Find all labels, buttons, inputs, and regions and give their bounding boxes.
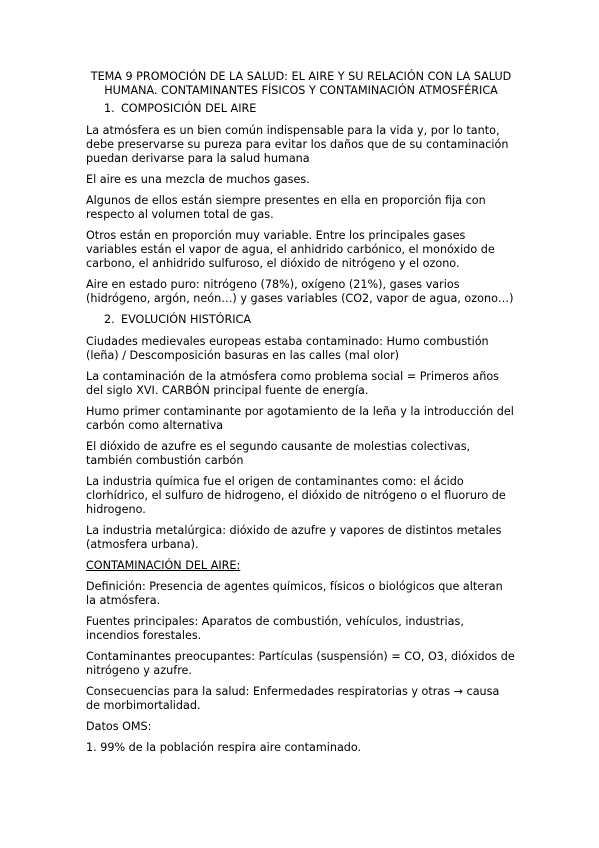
- paragraph: Algunos de ellos están siempre presentes en ella en proporción fija con respecto al volumen total de gas.: [86, 194, 486, 221]
- paragraph: Contaminantes preocupantes: Partículas (suspensión) = CO, O3, dióxidos de nitrógeno y azufre.: [86, 650, 515, 677]
- document-title: [86, 70, 516, 98]
- paragraph: Consecuencias para la salud: Enfermedades respiratorias y otras → causa de morbimortalidad.: [86, 685, 500, 712]
- paragraph: 1. 99% de la población respira aire contaminado.: [86, 741, 362, 754]
- paragraph: Ciudades medievales europeas estaba contaminado: Humo combustión (leña) / Descomposición basuras en las calles (mal olor): [86, 335, 489, 362]
- paragraph: Datos OMS:: [86, 720, 152, 733]
- paragraph: El dióxido de azufre es el segundo causante de molestias colectivas, también combustión carbón: [86, 440, 471, 467]
- paragraph: La industria química fue el origen de contaminantes como: el ácido clorhídrico, el sulfuro de hidrogeno, el dióxido de nitrógeno o el fluoruro de hidrogeno.: [86, 475, 506, 516]
- paragraph: La atmósfera es un bien común indispensable para la vida y, por lo tanto, debe preservarse su pureza para evitar los daños que de su contaminación puedan derivarse para la salud humana: [86, 124, 509, 165]
- paragraph: Humo primer contaminante por agotamiento de la leña y la introducción del carbón como alternativa: [86, 405, 514, 432]
- section-heading-evolucion: [104, 313, 516, 327]
- section-number: 2.: [104, 313, 115, 326]
- paragraph: Definición: Presencia de agentes químicos, físicos o biológicos que alteran la atmósfera.: [86, 580, 503, 607]
- title-line-1: TEMA 9 PROMOCIÓN DE LA SALUD: EL AIRE Y SU RELACIÓN CON LA SALUD: [90, 70, 512, 83]
- paragraph: Otros están en proporción muy variable. Entre los principales gases variables están el vapor de agua, el anhidrido carbónico, el monóxido de carbono, el anhidrido sulfuroso, el dióxido de nitrógeno y el ozono.: [86, 229, 495, 270]
- paragraph: La industria metalúrgica: dióxido de azufre y vapores de distintos metales (atmosfera urbana).: [86, 524, 502, 551]
- paragraph: La contaminación de la atmósfera como problema social = Primeros años del siglo XVI. CARBÓN principal fuente de energía.: [86, 370, 500, 397]
- title-line-2: HUMANA. CONTAMINANTES FÍSICOS Y CONTAMINACIÓN ATMOSFÉRICA: [104, 84, 498, 97]
- section-title: COMPOSICIÓN DEL AIRE: [121, 102, 257, 115]
- section-heading-composicion: [104, 102, 516, 116]
- paragraph: Aire en estado puro: nitrógeno (78%), oxígeno (21%), gases varios (hidrógeno, argón, neón…) y gases variables (CO2, vapor de agua, ozono…): [86, 278, 514, 305]
- paragraph: Fuentes principales: Aparatos de combustión, vehículos, industrias, incendios forestales.: [86, 615, 464, 642]
- document-page: [86, 70, 516, 762]
- section-number: 1.: [104, 102, 115, 115]
- section-heading-contaminacion: CONTAMINACIÓN DEL AIRE:: [86, 559, 241, 572]
- section-title: EVOLUCIÓN HISTÓRICA: [121, 313, 252, 326]
- paragraph: El aire es una mezcla de muchos gases.: [86, 173, 310, 186]
